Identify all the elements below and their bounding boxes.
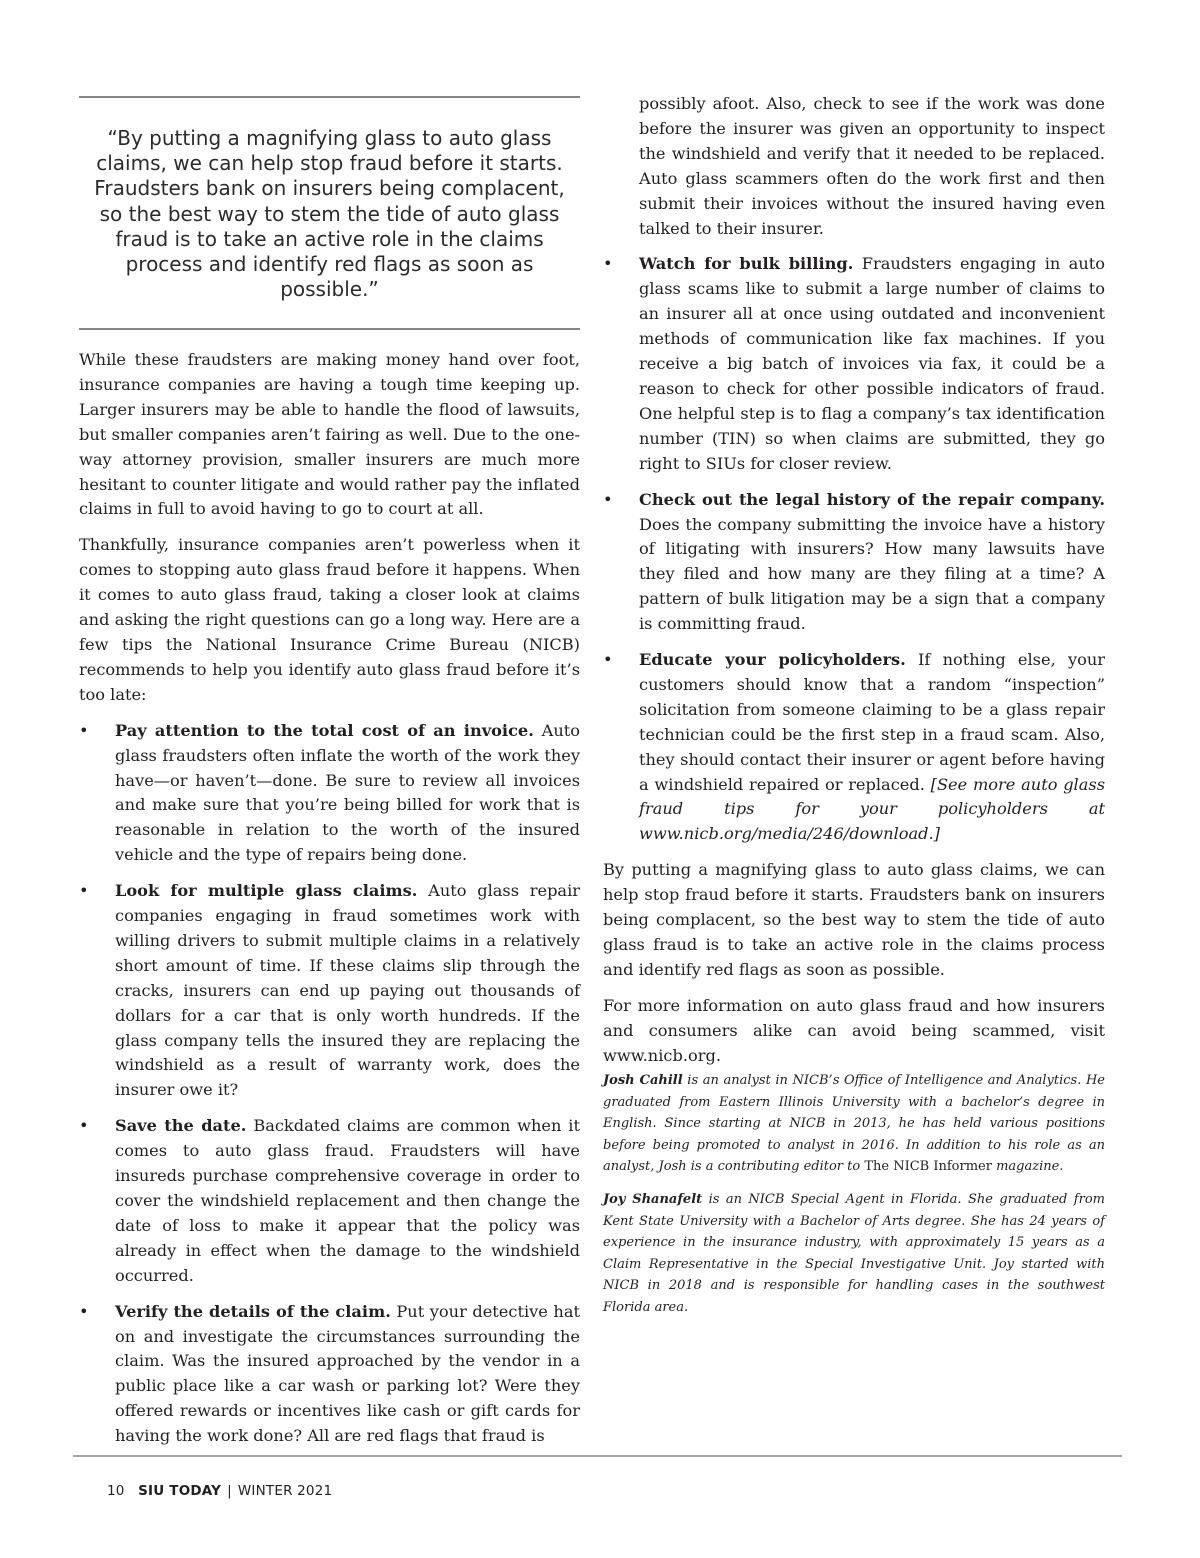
bullet-icon: • bbox=[79, 881, 89, 901]
tip-text: Put your detective hat on and investigate the circumstances surrounding the claim. Was the insured approached by the vendor in a public place like a car wash or parking lot? Were they offered rewards or incentives like cash or gift cards for having the work done? All are red flags that fraud is bbox=[115, 1301, 580, 1446]
pull-quote-bottom-rule bbox=[79, 328, 580, 330]
author-bio-tail: magazine. bbox=[991, 1159, 1064, 1175]
bullet-icon: • bbox=[603, 650, 613, 670]
left-column bbox=[79, 348, 580, 1460]
issue-date: WINTER 2021 bbox=[237, 1483, 333, 1499]
tip-item bbox=[603, 488, 1105, 637]
bullet-icon: • bbox=[79, 720, 89, 740]
tip-title: Look for multiple glass claims. bbox=[115, 881, 418, 901]
tip-title: Verify the details of the claim. bbox=[115, 1301, 391, 1321]
author-bio-text: is an NICB Special Agent in Florida. She graduated from Kent State University with a Bachelor of Arts degree. She has 24 years of experience in the insurance industry, with approximately 15 years as a Claim Representative in the Special Investigative Unit. Joy started with NICB in 2018 and is responsible for handling cases in the southwest Florida area. bbox=[603, 1191, 1105, 1315]
tips-list-right bbox=[603, 252, 1105, 847]
tip-text: Backdated claims are common when it comes to auto glass fraud. Fraudsters will have insureds purchase comprehensive coverage in order to cover the windshield replacement and then change the date of loss to make it appear that the policy was already in effect when the damage to the windshield occurred. bbox=[115, 1116, 580, 1285]
tip-text: If nothing else, your customers should know that a random “inspection” solicitation from someone claiming to be a glass repair technician could be the first step in a fraud scam. Also, they should contact their insurer or agent before having a windshield repaired or replaced. bbox=[639, 650, 1105, 794]
page-footer bbox=[107, 1483, 332, 1499]
tip-item bbox=[79, 719, 580, 868]
paragraph: While these fraudsters are making money hand over foot, insurance companies are having a tough time keeping up. Larger insurers may be able to handle the flood of lawsuits, but smaller companies aren’t fairing as well. Due to the one-way attorney provision, smaller insurers are much more hesitant to counter litigate and would rather pay the inflated claims in full to avoid having to go to court at all. bbox=[79, 350, 580, 519]
closing-paragraph: For more information on auto glass fraud and how insurers and consumers alike can avoid being scammed, visit www.nicb.org. bbox=[603, 995, 1105, 1065]
tips-list-left bbox=[79, 719, 580, 1449]
tip-item bbox=[79, 879, 580, 1103]
tip-title: Pay attention to the total cost of an invoice. bbox=[115, 720, 534, 740]
pull-quote-top-rule bbox=[79, 96, 580, 98]
tip-item bbox=[603, 252, 1105, 476]
bullet-icon: • bbox=[603, 254, 613, 274]
page-number: 10 bbox=[107, 1483, 125, 1499]
tip-title: Watch for bulk billing. bbox=[639, 254, 854, 274]
tip-text: Does the company submitting the invoice have a history of litigating with insurers? How many lawsuits have they filed and how many are they filing at a time? A pattern of bulk litigation may be a sign that a company is committing fraud. bbox=[639, 514, 1105, 634]
tip-text: Auto glass repair companies engaging in fraud sometimes work with willing drivers to submit multiple claims in a relatively short amount of time. If these claims slip through the cracks, insurers can end up paying out thousands of dollars for a car that is only worth hundreds. If the glass company tells the insured they are replacing the windshield as a result of warranty work, does the insurer owe it? bbox=[115, 881, 580, 1100]
footer-rule bbox=[73, 1455, 1122, 1457]
publication-name: The NICB Informer bbox=[864, 1159, 992, 1175]
tip-title: Educate your policyholders. bbox=[639, 650, 906, 670]
author-bio bbox=[603, 1070, 1105, 1178]
closing-paragraph: By putting a magnifying glass to auto glass claims, we can help stop fraud before it starts. Fraudsters bank on insurers being complacent, so the best way to stem the tide of auto glass fraud is to take an active role in the claims process and identify red flags as soon as possible. bbox=[603, 860, 1105, 979]
bullet-icon: • bbox=[79, 1301, 89, 1321]
publication-title: SIU TODAY bbox=[138, 1483, 222, 1499]
tip-item bbox=[603, 648, 1105, 847]
author-name: Josh Cahill bbox=[603, 1073, 683, 1088]
bullet-icon: • bbox=[79, 1116, 89, 1136]
tip-text: Fraudsters engaging in auto glass scams like to submit a large number of claims to an insurer all at once using outdated and inconvenient methods of communication like fax machines. If you receive a big batch of invoices via fax, it could be a reason to check for other possible indicators of fraud. One helpful step is to flag a company’s tax identification number (TIN) so when claims are submitted, they go right to SIUs for closer review. bbox=[639, 254, 1106, 473]
tip-title: Check out the legal history of the repair company. bbox=[639, 489, 1105, 509]
author-bio-text: is an analyst in NICB’s Office of Intelligence and Analytics. He graduated from Eastern Illinois University with a bachelor’s degree in English. Since starting at NICB in 2013, he has held various positions before being promoted to analyst in 2016. In addition to his role as an analyst, Josh is a contributing editor to bbox=[603, 1073, 1105, 1175]
right-column bbox=[603, 92, 1105, 1080]
author-bios bbox=[603, 1070, 1105, 1330]
paragraph: Thankfully, insurance companies aren’t powerless when it comes to stopping auto glass fraud before it happens. When it comes to auto glass fraud, taking a closer look at claims and asking the right questions can go a long way. Here are a few tips the National Insurance Crime Bureau (NICB) recommends to help you identify auto glass fraud before it’s too late: bbox=[79, 535, 580, 704]
tip-title: Save the date. bbox=[115, 1116, 247, 1136]
pull-quote-text: “By putting a magnifying glass to auto glass claims, we can help stop fraud before it starts. Fraudsters bank on insurers being complacent, so the best way to stem the tide of auto glass fraud is to take an active role in the claims process and identify red flags as soon as possible.” bbox=[94, 126, 565, 302]
bullet-icon: • bbox=[603, 489, 613, 509]
tip-item bbox=[79, 1114, 580, 1288]
tip-item bbox=[79, 1300, 580, 1449]
footer-separator: | bbox=[227, 1483, 232, 1499]
pull-quote bbox=[79, 96, 580, 330]
author-name: Joy Shanafelt bbox=[603, 1191, 703, 1207]
tip-text: Auto glass fraudsters often inflate the worth of the work they have—or haven’t—done. Be sure to review all invoices and make sure that you’re being billed for work that is reasonable in relation to the worth of the insured vehicle and the type of repairs being done. bbox=[115, 720, 580, 865]
tip-reference: [See more auto glass fraud tips for your policyholders at www.nicb.org/media/246/download.] bbox=[639, 774, 1105, 844]
author-bio bbox=[603, 1189, 1105, 1319]
tip-continuation: possibly afoot. Also, check to see if the work was done before the insurer was given an opportunity to inspect the windshield and verify that it needed to be replaced. Auto glass scammers often do the work first and then submit their invoices without the insured having even talked to their insurer. bbox=[639, 94, 1105, 238]
